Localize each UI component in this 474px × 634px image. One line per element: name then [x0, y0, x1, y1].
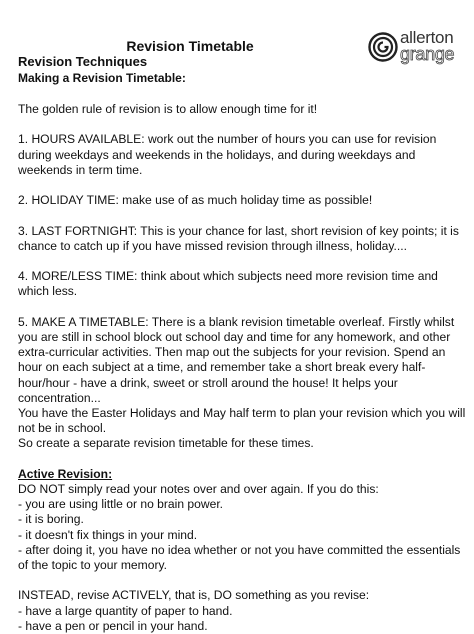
paragraph-holiday-time: 2. HOLIDAY TIME: make use of as much holiday time as possible! [18, 193, 373, 208]
heading-revision-techniques: Revision Techniques [18, 54, 148, 69]
paragraph-golden-rule: The golden rule of revision is to allow enough time for it! [18, 102, 318, 116]
list-item: - you are using little or no brain power. [18, 497, 224, 512]
logo-swirl-icon [368, 30, 398, 64]
list-item: - have a large quantity of paper to hand. [18, 603, 233, 618]
list-item: - have a pen or pencil in your hand. [18, 618, 208, 633]
paragraph-easter-holidays: You have the Easter Holidays and May half term to plan your revision which you will not be in school. [18, 405, 466, 436]
paragraph-separate-timetable: So create a separate revision timetable for these times. [18, 436, 314, 451]
logo-line-allerton: allerton [400, 28, 454, 47]
spacer [18, 573, 466, 588]
paragraph-more-less-time: 4. MORE/LESS TIME: think about which subjects need more revision time and which less. [18, 269, 438, 299]
list-passive-problems [18, 497, 466, 573]
page-title: Revision Timetable [126, 38, 254, 54]
heading-active-revision: Active Revision: [18, 466, 113, 481]
heading-making-timetable: Making a Revision Timetable: [18, 71, 186, 85]
allerton-grange-logo [368, 30, 468, 70]
paragraph-last-fortnight: 3. LAST FORTNIGHT: This is your chance for last, short revision of key points; it is chance to catch up if you have missed revision through illness, holiday.... [18, 223, 459, 253]
list-item: - it is boring. [18, 512, 84, 527]
paragraph-make-timetable: 5. MAKE A TIMETABLE: There is a blank revision timetable overleaf. Firstly whilst you are still in school block out school day and time for any homework, and other extra-curricular activities. Then map out the subjects for your revision. Spend an hour on each subject at a time, and remember take a short break every half-hour/hour - have a drink, sweet or stroll around the house! It helps your concentration... [18, 314, 455, 405]
paragraph-hours-available: 1. HOURS AVAILABLE: work out the number of hours you can use for revision during weekdays and weekends in the holidays, and during weekdays and weekends in term time. [18, 132, 437, 177]
list-active-tips [18, 604, 466, 634]
document-body [18, 102, 466, 634]
paragraph-do-not-read: DO NOT simply read your notes over and over again. If you do this: [18, 481, 379, 496]
list-item: - it doesn't fix things in your mind. [18, 527, 198, 542]
paragraph-instead-actively: INSTEAD, revise ACTIVELY, that is, DO something as you revise: [18, 588, 370, 603]
list-item: - after doing it, you have no idea whether or not you have committed the essentials of the topic to your memory. [18, 542, 461, 572]
logo-line-grange: grange [400, 44, 455, 64]
